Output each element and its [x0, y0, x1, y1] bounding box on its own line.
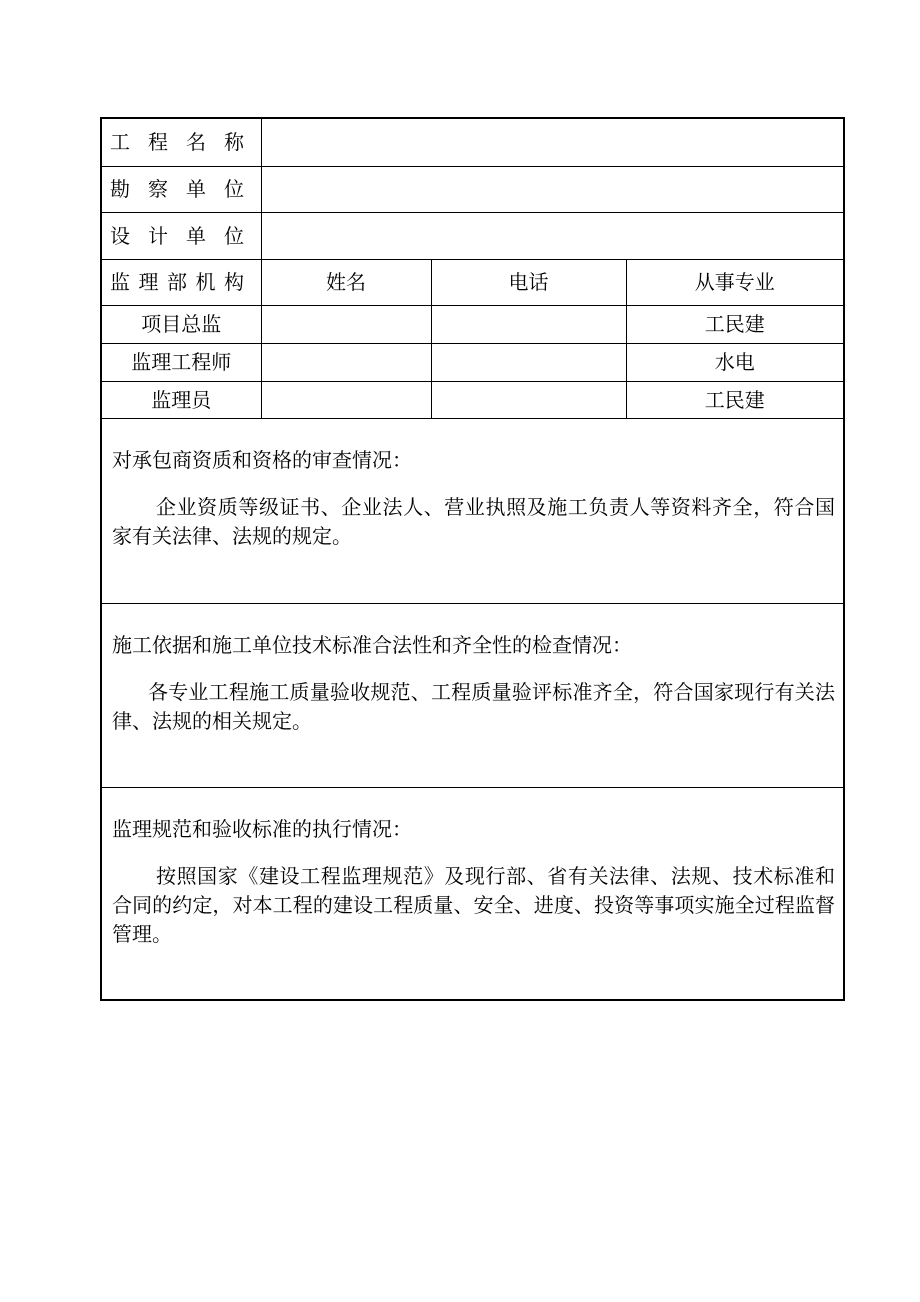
staff-row-supervisor	[101, 381, 844, 418]
section-heading: 施工依据和施工单位技术标准合法性和齐全性的检查情况：	[112, 632, 632, 657]
survey-unit-value[interactable]	[261, 166, 844, 212]
staff-name[interactable]	[261, 381, 431, 418]
supervision-report-form	[100, 117, 845, 1001]
section-standards-execution	[101, 787, 844, 1000]
project-name-label: 工 程 名 称	[110, 130, 244, 155]
staff-specialty: 水电	[626, 343, 844, 381]
section-construction-basis	[101, 603, 844, 787]
section-heading: 监理规范和验收标准的执行情况：	[112, 816, 412, 841]
org-header-cell	[101, 259, 261, 305]
section-cell	[101, 603, 844, 787]
design-unit-label-cell	[101, 212, 261, 259]
section-body: 企业资质等级证书、企业法人、营业执照及施工负责人等资料齐全，符合国家有关法律、法规的规定。	[112, 494, 835, 548]
section-body: 各专业工程施工质量验收规范、工程质量验评标准齐全，符合国家现行有关法律、法规的相关规定。	[112, 679, 835, 733]
staff-phone[interactable]	[431, 343, 626, 381]
staff-row-chief	[101, 305, 844, 343]
staff-specialty: 工民建	[626, 305, 844, 343]
staff-role: 监理员	[101, 381, 261, 418]
design-unit-row	[101, 212, 844, 259]
section-body: 按照国家《建设工程监理规范》及现行部、省有关法律、法规、技术标准和合同的约定，对本工程的建设工程质量、安全、进度、投资等事项实施全过程监督管理。	[112, 863, 835, 946]
project-name-value[interactable]	[261, 118, 844, 166]
project-name-row	[101, 118, 844, 166]
staff-role: 监理工程师	[101, 343, 261, 381]
section-heading: 对承包商资质和资格的审查情况：	[112, 447, 412, 472]
survey-unit-label-cell	[101, 166, 261, 212]
staff-role: 项目总监	[101, 305, 261, 343]
name-header: 姓名	[261, 259, 431, 305]
project-name-label-cell	[101, 118, 261, 166]
supervision-header-row	[101, 259, 844, 305]
staff-phone[interactable]	[431, 381, 626, 418]
staff-row-engineer	[101, 343, 844, 381]
org-header-label: 监 理 部 机 构	[110, 270, 244, 294]
staff-name[interactable]	[261, 305, 431, 343]
staff-phone[interactable]	[431, 305, 626, 343]
design-unit-label: 设 计 单 位	[110, 223, 244, 248]
staff-name[interactable]	[261, 343, 431, 381]
survey-unit-label: 勘 察 单 位	[110, 177, 244, 201]
section-contractor-qualification	[101, 418, 844, 603]
section-cell	[101, 787, 844, 1000]
section-cell	[101, 418, 844, 603]
specialty-header: 从事专业	[626, 259, 844, 305]
survey-unit-row	[101, 166, 844, 212]
staff-specialty: 工民建	[626, 381, 844, 418]
design-unit-value[interactable]	[261, 212, 844, 259]
phone-header: 电话	[431, 259, 626, 305]
